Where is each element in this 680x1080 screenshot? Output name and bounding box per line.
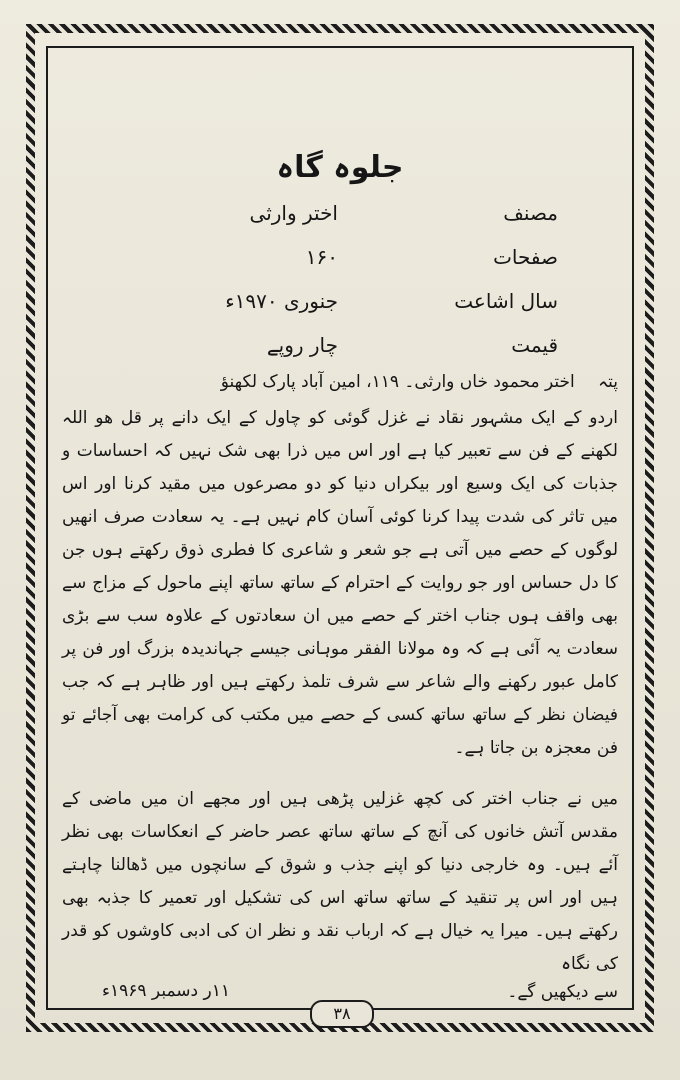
page-title: جلوہ گاہ — [276, 150, 404, 185]
meta-row-year — [62, 279, 618, 323]
meta-label: سال اشاعت — [454, 289, 558, 313]
paragraph-one: اردو کے ایک مشہور نقاد نے غزل گوئی کو چاول کے ایک دانے پر قل ھو اللہ لکھنے کے فن سے تعبیر کیا ہے اور اس میں ذرا بھی شک نہیں کہ احساسات و جذبات کی ایک وسیع اور بیکراں دنیا کو دو مصرعوں میں مقید کرنا اور اس میں تاثر کی شدت پیدا کرنا کوئی آسان کام نہیں ہے۔ یہ سعادت صرف انھیں لوگوں کے حصے میں آتی ہے جو شعر و شاعری کا فطری ذوق رکھتے ہوں جن کا دل حساس اور جو روایت کے احترام کے ساتھ ساتھ اپنے ماحول کے مزاج سے بھی واقف ہوں جناب اختر کے حصے میں ان سعادتوں کے علاوہ سب سے بڑی سعادت یہ آئی ہے کہ وہ مولانا الفقر موہانی جیسے جہاندیدہ بزرگ اور فن پر کامل عبور رکھنے والے شاعر سے شرف تلمذ رکھتے ہیں اور ظاہر ہے کہ جب فیضان نظر کے ساتھ ساتھ کسی کے حصے میں مکتب کی کرامت بھی آجائے تو فن معجزہ بن جاتا ہے۔ — [62, 408, 618, 758]
meta-row-price — [62, 323, 618, 367]
meta-value: چار روپے — [266, 333, 338, 357]
address-value: اختر محمود خاں وارثی۔ ۱۱۹، امین آباد پارک لکھنؤ — [220, 372, 575, 392]
meta-value: ۱۶۰ — [305, 245, 338, 269]
meta-value: اختر وارثی — [249, 201, 338, 225]
paragraph-two: میں نے جناب اختر کی کچھ غزلیں پڑھی ہیں اور مجھے ان میں ماضی کے مقدس آتش خانوں کی آنچ کے ساتھ ساتھ عصر حاضر کے انعکاسات بھی نظر آئے ہیں۔ وہ خارجی دنیا کو اپنے جذب و شوق کے سانچوں میں ڈھالنا چاہتے ہیں اور اس پر تنقید کے ساتھ ساتھ اس کی تشکیل اور تعمیر کا جذبہ بھی رکھتے ہیں۔ میرا یہ خیال ہے کہ ارباب نقد و نظر ان کی ادبی کاوشوں کو قدر کی نگاہ — [62, 789, 618, 974]
meta-row-author — [62, 191, 618, 235]
meta-row-pages — [62, 235, 618, 279]
page-number: ۳۸ — [310, 1000, 374, 1028]
meta-label: صفحات — [493, 245, 558, 269]
signature-date: ۱۱ر دسمبر ۱۹۶۹ء — [102, 981, 230, 1001]
closing-text: سے دیکھیں گے۔ — [507, 982, 618, 1002]
meta-label: مصنف — [503, 201, 558, 225]
meta-value: جنوری ۱۹۷۰ء — [225, 289, 338, 313]
signoff-row — [62, 981, 618, 1002]
address-row — [62, 371, 618, 392]
address-label: پتہ — [598, 372, 618, 392]
page-content — [62, 150, 618, 1002]
meta-label: قیمت — [511, 333, 558, 357]
